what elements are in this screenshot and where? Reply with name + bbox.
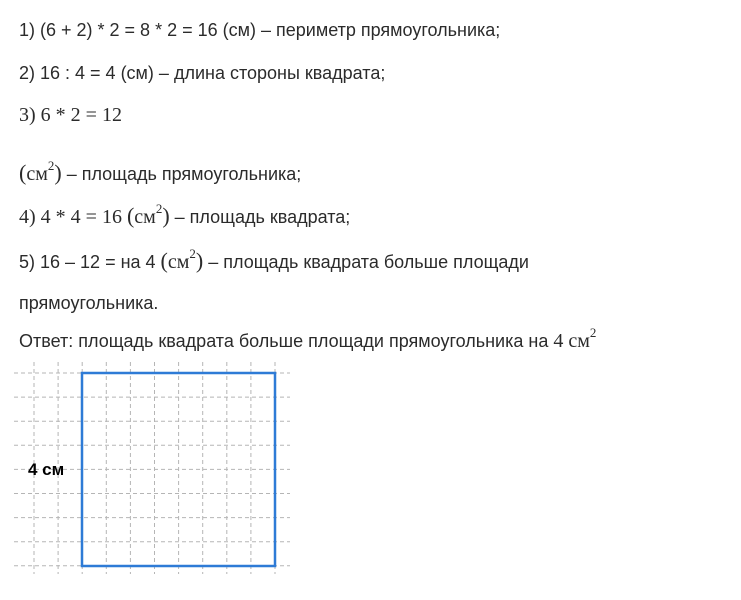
solution-step-1: 1) (6 + 2) * 2 = 8 * 2 = 16 (см) – периметр прямоугольника; xyxy=(19,20,501,40)
solution-step-3-unit: $(см^2)$ – площадь прямоугольника; xyxy=(19,158,302,185)
step-4-formula: 4) 4 * 4 = 16 xyxy=(19,206,127,228)
step-3-formula: 3) 6 * 2 = 12 xyxy=(19,104,122,126)
unit-text: см xyxy=(167,251,190,273)
solution-step-2: 2) 16 : 4 = 4 (см) – длина стороны квадрата; xyxy=(19,63,386,83)
square-on-grid-figure xyxy=(0,362,300,577)
step-4-description: – площадь квадрата; xyxy=(169,207,351,227)
answer-text: Ответ: площадь квадрата больше площади прямоугольника на xyxy=(19,331,554,351)
answer-exponent: 2 xyxy=(589,325,597,340)
unit-text: см xyxy=(134,206,156,228)
step-3-description: – площадь прямоугольника; xyxy=(61,164,302,184)
unit-exponent: 2 xyxy=(47,158,55,173)
solution-step-5-continued: прямоугольника. xyxy=(19,293,159,313)
solution-step-4: 4) 4 * 4 = 16 $(см^2)$ – площадь квадрата; xyxy=(19,201,351,228)
unit-text: см xyxy=(26,163,48,185)
solution-step-5: 5) 16 – 12 = на 4 $(см^2)$ – площадь квадрата больше площади xyxy=(19,246,529,273)
square-side-label: 4 см xyxy=(28,460,65,479)
step-5-formula: 5) 16 – 12 = на 4 xyxy=(19,252,161,272)
answer-line xyxy=(19,325,597,354)
unit-exponent: 2 xyxy=(155,201,163,216)
answer-value: 4 см xyxy=(553,330,590,352)
step-5-description: – площадь квадрата больше площади xyxy=(203,252,529,272)
unit-exponent: 2 xyxy=(189,246,196,261)
solution-step-3 xyxy=(19,104,122,126)
